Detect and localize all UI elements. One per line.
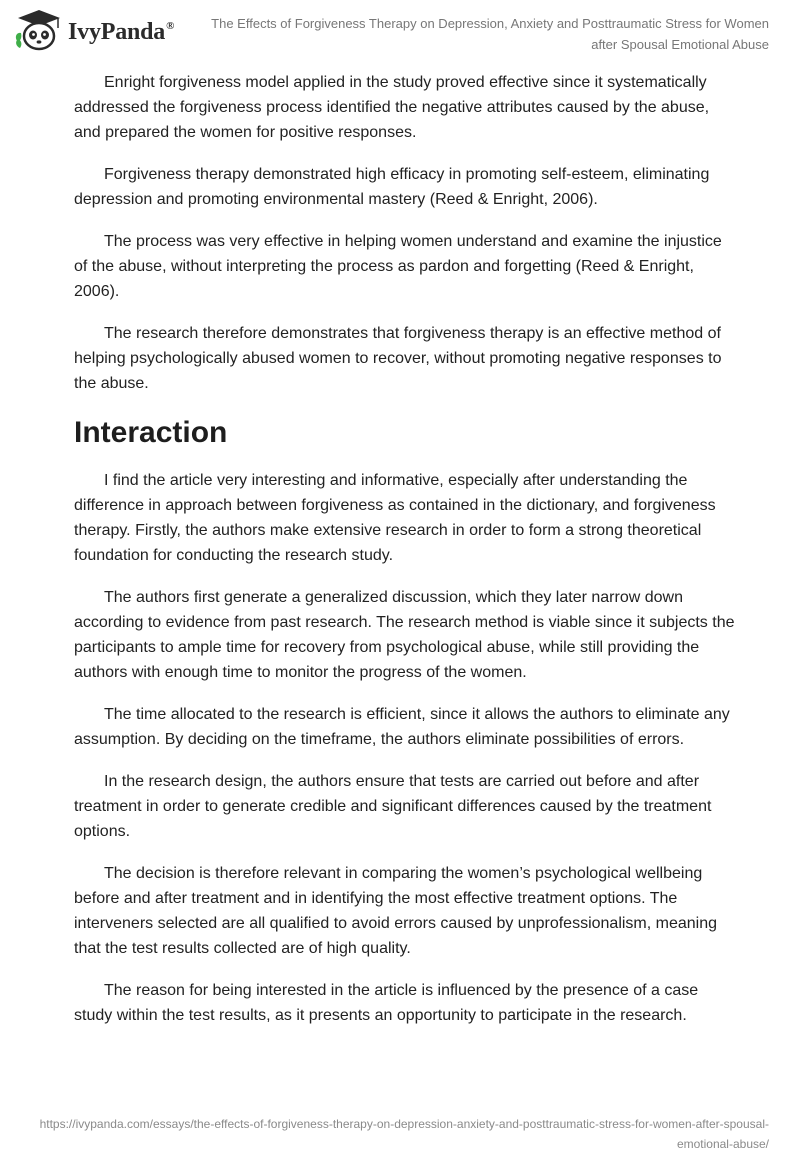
paragraph: The decision is therefore relevant in comparing the women’s psychological wellbeing before and after treatment and in identifying the most effective treatment options. The interveners selected are all qualified to avoid errors caused by unprofessionalism, meaning that the test results collected are of high quality. — [74, 865, 718, 957]
section-heading: Interaction — [74, 416, 228, 449]
page-header — [0, 0, 800, 62]
paragraph: The authors first generate a generalized discussion, which they later narrow down according to evidence from past research. The research method is viable since it subjects the participants to ample time for recovery from psychological abuse, while still providing the authors with enough time to monitor the progress of the women. — [74, 589, 735, 681]
paragraph: The time allocated to the research is efficient, since it allows the authors to eliminate any assumption. By deciding on the timeframe, the authors eliminate possibilities of errors. — [74, 706, 730, 748]
logo-name: IvyPanda — [68, 18, 166, 45]
paragraph: In the research design, the authors ensure that tests are carried out before and after treatment in order to generate credible and significant differences caused by the treatment options. — [74, 773, 712, 840]
paragraph: Forgiveness therapy demonstrated high efficacy in promoting self-esteem, eliminating depression and promoting environmental mastery (Reed & Enright, 2006). — [74, 166, 710, 208]
ivypanda-logo[interactable] — [14, 8, 174, 52]
paragraph: I find the article very interesting and informative, especially after understanding the difference in approach between forgiveness as contained in the dictionary, and forgiveness therapy. Firstly, the authors make extensive research in order to form a strong theoretical foundation for conducting the research study. — [74, 472, 716, 564]
paragraph: Enright forgiveness model applied in the study proved effective since it systematically addressed the forgiveness process identified the negative attributes caused by the abuse, and prepared the women for positive responses. — [74, 74, 710, 141]
paragraph: The reason for being interested in the article is influenced by the presence of a case study within the test results, as it presents an opportunity to participate in the research. — [74, 982, 699, 1024]
logo-wordmark — [68, 19, 174, 46]
paragraph: The research therefore demonstrates that forgiveness therapy is an effective method of helping psychologically abused women to recover, without promoting negative responses to the abuse. — [74, 325, 722, 392]
source-url-link[interactable]: https://ivypanda.com/essays/the-effects-of-forgiveness-therapy-on-depression-anxiety-and-posttraumatic-stress-for-women-after-spousal-emotional-abuse/ — [39, 1117, 769, 1151]
panda-graduation-cap-icon — [14, 8, 64, 52]
document-title: The Effects of Forgiveness Therapy on Depression, Anxiety and Posttraumatic Stress for Women after Spousal Emotional Abuse — [211, 16, 769, 52]
registered-mark: ® — [166, 19, 175, 32]
paragraph: The process was very effective in helping women understand and examine the injustice of the abuse, without interpreting the process as pardon and forgetting (Reed & Enright, 2006). — [74, 233, 722, 300]
essay-content — [74, 70, 739, 1045]
